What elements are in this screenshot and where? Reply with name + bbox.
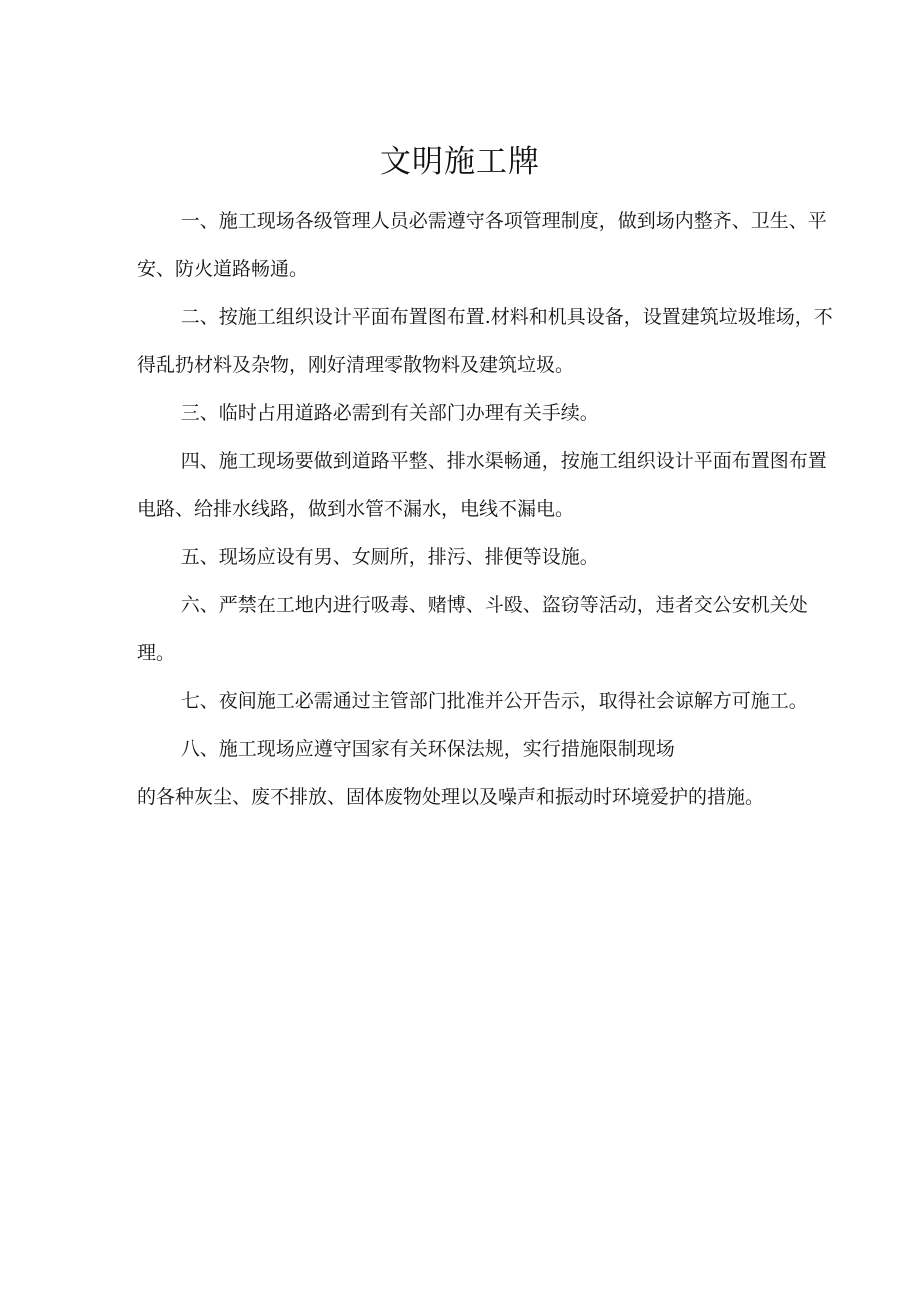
document-title: 文明施工牌 xyxy=(380,144,540,180)
paragraph-2: 二、按施工组织设计平面布置图布置.材料和机具设备，设置建筑垃圾堆场，不得乱扔材料及杂物，刚好清理零散物料及建筑垃圾。 xyxy=(137,306,833,376)
paragraph-4: 四、施工现场要做到道路平整、排水渠畅通，按施工组织设计平面布置图布置电路、给排水线路，做到水管不漏水，电线不漏电。 xyxy=(137,450,827,520)
paragraph-6: 六、严禁在工地内进行吸毒、赌博、斗殴、盗窃等活动，违者交公安机关处理。 xyxy=(137,594,808,664)
paragraph-1: 一、施工现场各级管理人员必需遵守各项管理制度，做到场内整齐、卫生、平安、防火道路畅通。 xyxy=(137,210,827,280)
paragraph-7: 七、夜间施工必需通过主管部门批准并公开告示，取得社会谅解方可施工。 xyxy=(180,690,808,712)
paragraph-8-line-1: 八、施工现场应遵守国家有关环保法规，实行措施限制现场 xyxy=(180,738,675,760)
paragraph-5: 五、现场应设有男、女厕所，排污、排便等设施。 xyxy=(180,546,599,568)
paragraph-8-line-2: 的各种灰尘、废不排放、固体废物处理以及噪声和振动时环境爱护的措施。 xyxy=(137,786,765,808)
document-body xyxy=(137,197,837,821)
paragraph-3: 三、临时占用道路必需到有关部门办理有关手续。 xyxy=(180,402,599,424)
